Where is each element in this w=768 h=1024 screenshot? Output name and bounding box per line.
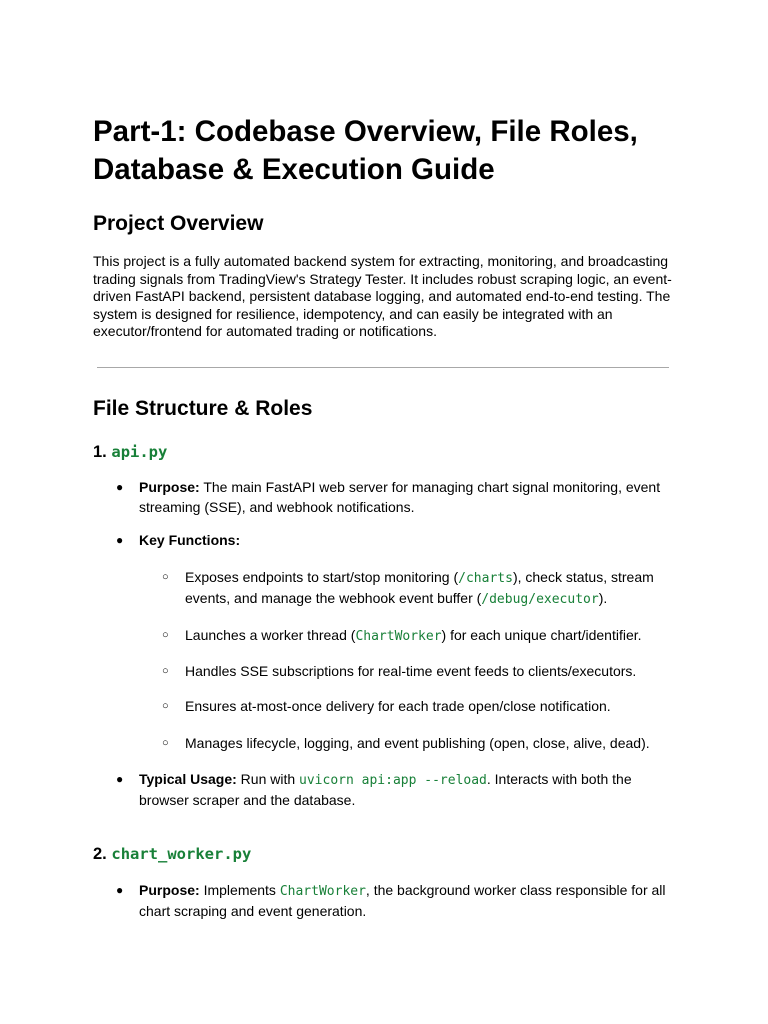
inline-code: uvicorn api:app --reload: [299, 773, 487, 788]
typical-usage-item: [139, 770, 684, 810]
file-heading-api: [93, 441, 167, 463]
sub-bullet-icon: ○: [162, 629, 169, 641]
purpose-text: Implements: [203, 882, 276, 898]
key-function-text: ), check status, stream events, and manage the webhook event buffer (: [185, 569, 654, 606]
project-overview-heading: Project Overview: [93, 212, 264, 235]
key-function-item: [185, 626, 685, 647]
inline-code: /debug/executor: [481, 591, 599, 607]
key-function-item: Handles SSE subscriptions for real-time event feeds to clients/executors.: [185, 663, 637, 679]
bullet-icon: ●: [116, 772, 124, 786]
key-function-item: Ensures at-most-once delivery for each trade open/close notification.: [185, 698, 611, 714]
sub-bullet-icon: ○: [162, 571, 169, 583]
horizontal-divider: [97, 367, 669, 368]
purpose-item: [139, 881, 684, 921]
bullet-icon: ●: [116, 533, 124, 547]
typical-usage-text: Run with: [240, 771, 296, 787]
file-name: api.py: [111, 443, 168, 461]
key-function-text: Launches a worker thread (: [185, 627, 356, 643]
typical-usage-text: . Interacts with both the browser scraper and the database.: [139, 771, 632, 808]
key-function-text: ).: [598, 589, 608, 606]
purpose-text: , the background worker class responsible for all chart scraping and event generation.: [139, 882, 666, 919]
inline-code: ChartWorker: [279, 884, 366, 899]
file-heading-chart-worker: [93, 843, 251, 865]
sub-bullet-icon: ○: [162, 665, 169, 677]
key-function-item: Manages lifecycle, logging, and event publishing (open, close, alive, dead).: [185, 735, 650, 751]
file-number: 1.: [93, 443, 107, 461]
key-functions-label: Key Functions:: [139, 532, 241, 548]
bullet-icon: ●: [116, 480, 124, 494]
file-structure-heading: File Structure & Roles: [93, 397, 313, 420]
file-name: chart_worker.py: [111, 845, 252, 863]
typical-usage-label: Typical Usage:: [139, 771, 237, 787]
sub-bullet-icon: ○: [162, 737, 169, 749]
inline-code: ChartWorker: [355, 629, 442, 644]
purpose-text: The main FastAPI web server for managing chart signal monitoring, event streaming (SSE), and webhook notifications.: [139, 479, 661, 515]
purpose-label: Purpose:: [139, 479, 200, 495]
file-number: 2.: [93, 845, 107, 863]
bullet-icon: ●: [116, 883, 124, 897]
sub-bullet-icon: ○: [162, 700, 169, 712]
key-function-item: [185, 568, 685, 609]
project-overview-paragraph: This project is a fully automated backend system for extracting, monitoring, and broadcasting trading signals from TradingView's Strategy Tester. It includes robust scraping logic, an event-driven FastAPI backend, persistent database logging, and automated end-to-end testing. The system is designed for resilience, idempotency, and can easily be integrated with an executor/frontend for automated trading or notifications.: [93, 253, 672, 339]
document-title: Part-1: Codebase Overview, File Roles, Database & Execution Guide: [93, 115, 638, 186]
purpose-label: Purpose:: [139, 882, 200, 898]
inline-code: /charts: [458, 571, 513, 586]
key-function-text: Exposes endpoints to start/stop monitoring (: [185, 569, 459, 585]
purpose-item: [139, 478, 684, 517]
key-functions-item: [139, 531, 684, 551]
key-function-text: ) for each unique chart/identifier.: [441, 627, 642, 643]
